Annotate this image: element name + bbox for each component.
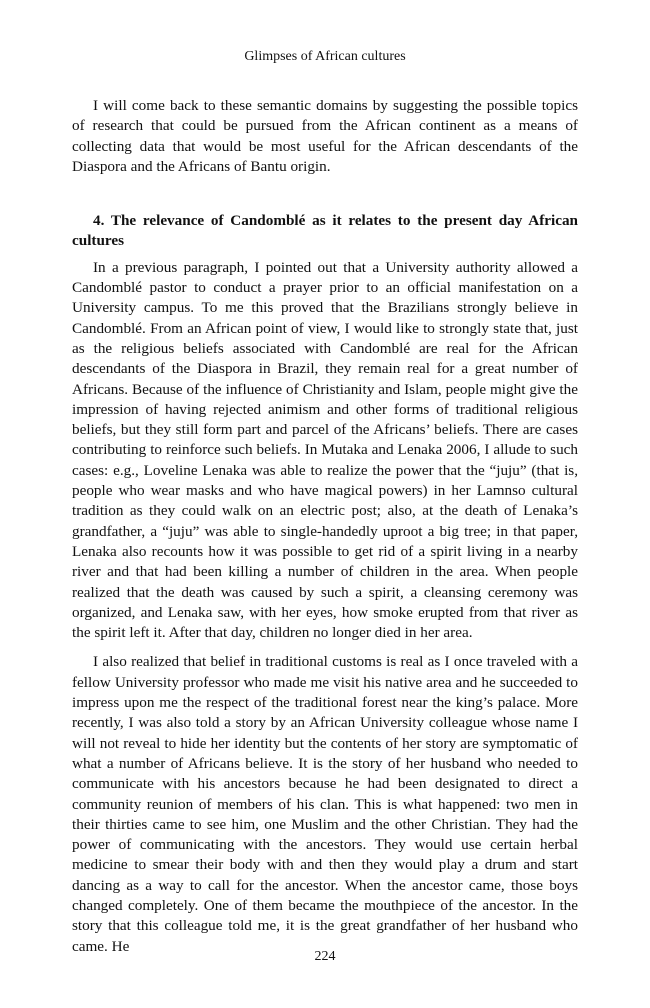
section-heading: 4. The relevance of Candomblé as it relates to the present day African cultures: [72, 212, 578, 250]
body-paragraph-1: I will come back to these semantic domains by suggesting the possible topics of research that could be pursued from the African continent as a means of collecting data that would be most useful for the African descendants of the Diaspora and the Africans of Bantu origin.: [72, 97, 578, 175]
page-body: [72, 96, 578, 957]
body-paragraph-3: I also realized that belief in traditional customs is real as I once traveled with a fellow University professor who made me visit his native area and he succeeded to impress upon me the respect of the traditional forest near the king’s palace. More recently, I was also told a story by an African University colleague whose name I will not reveal to hide her identity but the contents of her story are symptomatic of what a number of Africans believe. It is the story of her husband who needed to communicate with his ancestors because he had been designated to direct a community reunion of members of his clan. This is what happened: two men in their thirties came to see him, one Muslim and the other Christian. They had the power of communicating with the ancestors. They would use certain herbal medicine to smear their body with and then they would play a drum and start dancing as a way to call for the ancestor. When the ancestor came, those boys changed completely. One of them became the mouthpiece of the ancestor. In the story that this colleague told me, it is the great grandfather of her husband who came. He: [72, 653, 578, 955]
page-number: 224: [314, 949, 336, 964]
body-paragraph-2: In a previous paragraph, I pointed out that a University authority allowed a Candomblé pastor to conduct a prayer prior to an official manifestation on a University campus. To me this proved that the Brazilians strongly believe in Candomblé. From an African point of view, I would like to strongly state that, just as the religious beliefs associated with Candomblé are real for the African descendants of the Diaspora in Brazil, they remain real for a great number of Africans. Because of the influence of Christianity and Islam, people might give the impression of having rejected animism and other forms of traditional religious beliefs, but they still form part and parcel of the Africans’ beliefs. There are cases contributing to reinforce such beliefs. In Mutaka and Lenaka 2006, I allude to such cases: e.g., Loveline Lenaka was able to realize the power that the “juju” (that is, people who wear masks and who have magical powers) in her Lamnso cultural tradition as they could walk on an electric post; also, at the death of Lenaka’s grandfather, a “juju” was able to single-handedly uproot a big tree; in that paper, Lenaka also recounts how it was possible to get rid of a spirit living in a nearby river and that had been killing a number of children in the area. When people realized that the death was caused by such a spirit, a cleansing ceremony was organized, and Lenaka saw, with her eyes, how smoke erupted from that river as the spirit left it. After that day, children no longer died in her area.: [72, 258, 578, 642]
running-head: Glimpses of African cultures: [244, 49, 406, 64]
